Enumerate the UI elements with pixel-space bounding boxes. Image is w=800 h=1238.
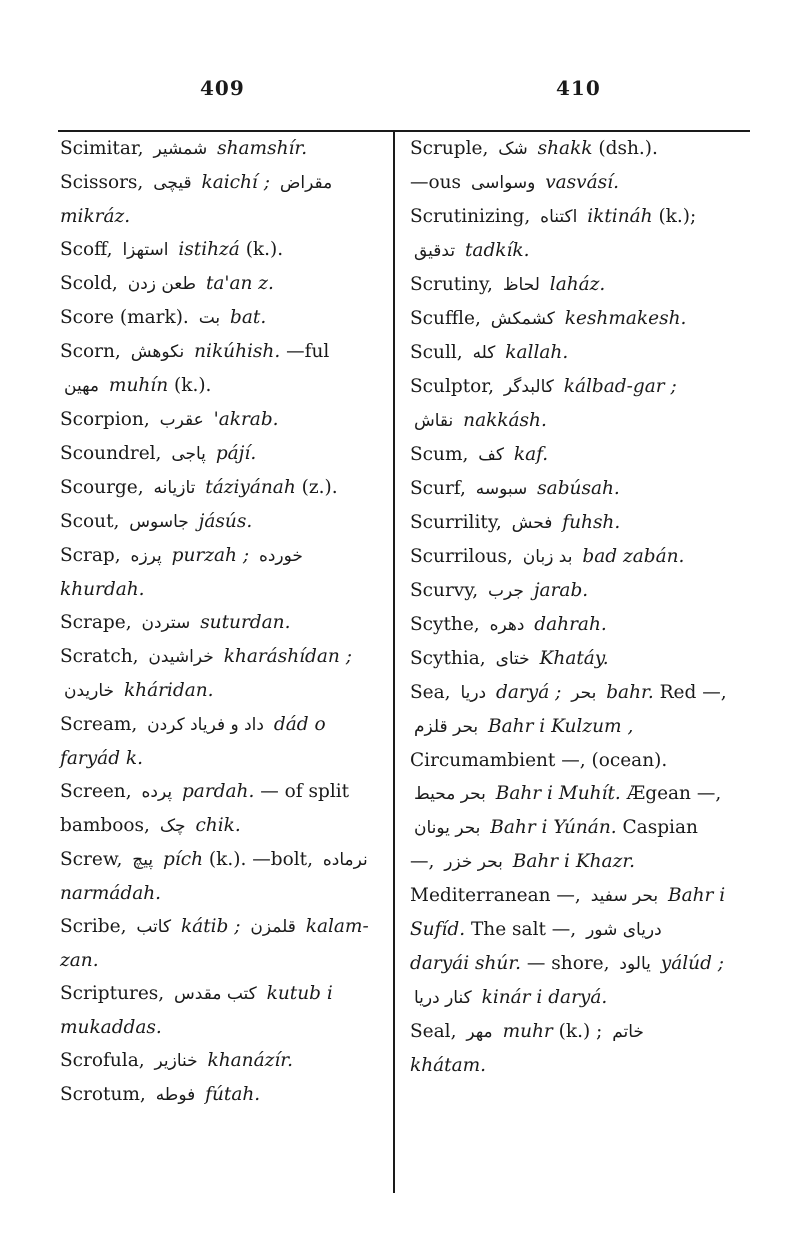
gloss: (k.); bbox=[658, 206, 697, 227]
headword: Scurvy, bbox=[410, 580, 479, 601]
entry bbox=[60, 301, 378, 335]
transliteration: suturdan. bbox=[200, 612, 291, 633]
entry bbox=[410, 268, 728, 302]
arabic-script: بحر یونان bbox=[414, 818, 481, 838]
headword: Scourge, bbox=[60, 477, 144, 498]
headword: Scurrilous, bbox=[410, 546, 513, 567]
transliteration: yálúd ; bbox=[660, 953, 725, 974]
transliteration: istihzá bbox=[178, 239, 240, 260]
headword: Scorpion, bbox=[60, 409, 150, 430]
arabic-script: ستردن bbox=[141, 613, 191, 633]
headword: Scurrility, bbox=[410, 512, 502, 533]
transliteration: narmádah. bbox=[60, 883, 162, 904]
arabic-script: نکوهش bbox=[130, 342, 185, 362]
gloss: Caspian —, bbox=[410, 817, 698, 872]
entry bbox=[60, 606, 378, 640]
entry bbox=[60, 403, 378, 437]
transliteration: fuhsh. bbox=[562, 512, 621, 533]
headword: Scoundrel, bbox=[60, 443, 162, 464]
arabic-script: پیچ bbox=[132, 850, 154, 870]
gloss: (k.) ; bbox=[558, 1021, 603, 1042]
arabic-script: خنازیر bbox=[154, 1051, 198, 1071]
transliteration: shakk bbox=[537, 138, 593, 159]
transliteration: kátib ; bbox=[180, 916, 241, 937]
headword: Seal, bbox=[410, 1021, 457, 1042]
arabic-script: مقراض bbox=[279, 173, 333, 193]
arabic-script: قیچی bbox=[153, 173, 192, 193]
gloss: — shore, bbox=[526, 953, 610, 974]
headword: Scrap, bbox=[60, 545, 121, 566]
arabic-script: اکتناه bbox=[540, 207, 578, 227]
transliteration: kaichí ; bbox=[201, 172, 270, 193]
transliteration: kallah. bbox=[505, 342, 569, 363]
headword: Scrotum, bbox=[60, 1084, 146, 1105]
transliteration: pardah. bbox=[181, 781, 255, 802]
headword: Scold, bbox=[60, 273, 118, 294]
headword: Scoff, bbox=[60, 239, 113, 260]
gloss: (k.). bbox=[174, 375, 212, 396]
headword: Scrofula, bbox=[60, 1050, 145, 1071]
arabic-script: کنار دریا bbox=[414, 988, 472, 1008]
arabic-script: وسواسی bbox=[470, 173, 536, 193]
headword: Scorn, bbox=[60, 341, 121, 362]
transliteration: kháridan. bbox=[123, 680, 214, 701]
page-number-right: 410 bbox=[556, 76, 601, 100]
entry bbox=[410, 200, 728, 268]
entry bbox=[60, 640, 378, 708]
left-column bbox=[60, 132, 378, 1112]
transliteration: mikráz. bbox=[60, 206, 131, 227]
column-divider bbox=[393, 130, 395, 1193]
transliteration: Bahr i Kulzum , bbox=[488, 716, 634, 737]
entry bbox=[410, 336, 728, 370]
transliteration: nakkásh. bbox=[463, 410, 547, 431]
transliteration: kutub i mukaddas. bbox=[60, 983, 333, 1038]
arabic-script: کالبدگر bbox=[503, 377, 554, 397]
entry bbox=[60, 708, 378, 775]
entry bbox=[60, 437, 378, 471]
entry bbox=[60, 1044, 378, 1078]
transliteration: khátam. bbox=[410, 1055, 487, 1076]
transliteration: daryá ; bbox=[496, 682, 562, 703]
gloss: Ægean —, bbox=[626, 783, 722, 804]
headword: Screen, bbox=[60, 781, 132, 802]
arabic-script: جرب bbox=[488, 581, 524, 601]
transliteration: muhr bbox=[502, 1021, 553, 1042]
gloss: (z.). bbox=[301, 477, 338, 498]
transliteration: purzah ; bbox=[171, 545, 250, 566]
arabic-script: داد و فریاد کردن bbox=[147, 715, 264, 735]
gloss: (dsh.). bbox=[598, 138, 658, 159]
headword: Sea, bbox=[410, 682, 451, 703]
arabic-script: یالود bbox=[619, 954, 651, 974]
transliteration: Khatáy. bbox=[539, 648, 609, 669]
arabic-script: عقرب bbox=[159, 410, 204, 430]
gloss: Circumambient —, (ocean). bbox=[410, 750, 668, 771]
entry bbox=[60, 1078, 378, 1112]
arabic-script: نقاش bbox=[414, 411, 454, 431]
entry bbox=[60, 233, 378, 267]
arabic-script: بحر محیط bbox=[414, 784, 486, 804]
entry bbox=[60, 267, 378, 301]
arabic-script: پاجی bbox=[171, 444, 206, 464]
entry bbox=[410, 132, 728, 166]
headword: Scrape, bbox=[60, 612, 132, 633]
arabic-script: تازیانه bbox=[153, 478, 196, 498]
arabic-script: استهزا bbox=[122, 240, 169, 260]
headword: Scratch, bbox=[60, 646, 139, 667]
headword: Scream, bbox=[60, 714, 138, 735]
gloss: (k.). bbox=[245, 239, 284, 260]
entry bbox=[410, 676, 728, 1015]
arabic-script: مهر bbox=[466, 1022, 493, 1042]
arabic-script: کف bbox=[478, 445, 504, 465]
arabic-script: فوطه bbox=[155, 1085, 196, 1105]
headword: Scrutiny, bbox=[410, 274, 493, 295]
transliteration: Bahr i Muhít. bbox=[495, 783, 621, 804]
transliteration: khanázír. bbox=[207, 1050, 293, 1071]
transliteration: jásús. bbox=[198, 511, 253, 532]
arabic-script: جاسوس bbox=[129, 512, 189, 532]
arabic-script: شک bbox=[498, 139, 528, 159]
entry bbox=[60, 132, 378, 166]
arabic-script: ختای bbox=[495, 649, 530, 669]
transliteration: dád o faryád k. bbox=[60, 714, 326, 769]
arabic-script: بد زبان bbox=[522, 547, 573, 567]
transliteration: daryái shúr. bbox=[410, 953, 522, 974]
entry bbox=[60, 910, 378, 977]
arabic-script: لحاظ bbox=[502, 275, 540, 295]
transliteration: muhín bbox=[108, 375, 169, 396]
arabic-script: بحر bbox=[571, 683, 597, 703]
arabic-script: فحش bbox=[511, 513, 553, 533]
headword: Scythia, bbox=[410, 648, 486, 669]
arabic-script: تدقیق bbox=[414, 241, 456, 261]
transliteration: kaf. bbox=[513, 444, 549, 465]
entry bbox=[410, 438, 728, 472]
headword: Scuffle, bbox=[410, 308, 481, 329]
entry bbox=[410, 302, 728, 336]
arabic-script: خورده bbox=[258, 546, 303, 566]
gloss: Mediterranean —, bbox=[410, 885, 581, 906]
entry bbox=[60, 335, 378, 403]
transliteration: kharáshídan ; bbox=[223, 646, 352, 667]
gloss: —bolt, bbox=[252, 849, 313, 870]
arabic-script: دریای شور bbox=[586, 920, 662, 940]
headword: Scriptures, bbox=[60, 983, 165, 1004]
gloss: (k.). bbox=[208, 849, 247, 870]
transliteration: keshmakesh. bbox=[564, 308, 687, 329]
gloss: — of split bamboos, bbox=[60, 781, 350, 836]
headword: Scruple, bbox=[410, 138, 489, 159]
transliteration: kinár i daryá. bbox=[481, 987, 608, 1008]
entry bbox=[410, 472, 728, 506]
arabic-script: دریا bbox=[460, 683, 487, 703]
headword: Scribe, bbox=[60, 916, 127, 937]
transliteration: Bahr i Yúnán. bbox=[490, 817, 617, 838]
entry bbox=[410, 370, 728, 438]
entry bbox=[410, 608, 728, 642]
entry bbox=[410, 540, 728, 574]
headword: Scimitar, bbox=[60, 138, 144, 159]
entry bbox=[60, 843, 378, 910]
transliteration: iktináh bbox=[587, 206, 653, 227]
arabic-script: طعن زدن bbox=[127, 274, 197, 294]
headword: Scurf, bbox=[410, 478, 466, 499]
headword: Sculptor, bbox=[410, 376, 494, 397]
transliteration: vasvásí. bbox=[545, 172, 619, 193]
arabic-script: دهره bbox=[489, 615, 525, 635]
gloss: The salt —, bbox=[470, 919, 577, 940]
entry bbox=[410, 1015, 728, 1082]
transliteration: Bahr i Khazr. bbox=[512, 851, 636, 872]
transliteration: chik. bbox=[195, 815, 241, 836]
transliteration: khurdah. bbox=[60, 579, 145, 600]
transliteration: Bahr i Sufíd. bbox=[410, 885, 726, 940]
transliteration: pájí. bbox=[215, 443, 257, 464]
arabic-script: خاریدن bbox=[64, 681, 115, 701]
arabic-script: شمشیر bbox=[153, 139, 208, 159]
headword: Scum, bbox=[410, 444, 469, 465]
arabic-script: قلمزن bbox=[250, 917, 296, 937]
headword: Scout, bbox=[60, 511, 120, 532]
arabic-script: چک bbox=[159, 816, 186, 836]
headword: Scythe, bbox=[410, 614, 480, 635]
entry bbox=[60, 166, 378, 233]
transliteration: pích bbox=[162, 849, 204, 870]
entry bbox=[410, 574, 728, 608]
page-number-left: 409 bbox=[200, 76, 245, 100]
arabic-script: بت bbox=[198, 308, 221, 328]
arabic-script: کله bbox=[472, 343, 496, 363]
arabic-script: کتب مقدس bbox=[174, 984, 257, 1004]
transliteration: bad zabán. bbox=[582, 546, 685, 567]
arabic-script: بحر قلزم bbox=[414, 717, 479, 737]
entry bbox=[60, 977, 378, 1044]
entry bbox=[60, 539, 378, 606]
arabic-script: مهین bbox=[64, 376, 100, 396]
transliteration: 'akrab. bbox=[213, 409, 279, 430]
arabic-script: پرزه bbox=[130, 546, 162, 566]
arabic-script: بحر سفید bbox=[590, 886, 659, 906]
gloss: Red —, bbox=[659, 682, 727, 703]
transliteration: jarab. bbox=[533, 580, 589, 601]
transliteration: ta'an z. bbox=[205, 273, 274, 294]
headword: Score (mark). bbox=[60, 307, 189, 328]
entry bbox=[410, 642, 728, 676]
transliteration: bahr. bbox=[606, 682, 654, 703]
headword: —ous bbox=[410, 172, 462, 193]
arabic-script: سبوسه bbox=[475, 479, 528, 499]
gloss: —ful bbox=[286, 341, 330, 362]
transliteration: kálbad-gar ; bbox=[563, 376, 677, 397]
entry bbox=[410, 166, 728, 200]
transliteration: sabúsah. bbox=[537, 478, 620, 499]
entry bbox=[60, 775, 378, 843]
arabic-script: کاتب bbox=[136, 917, 172, 937]
entry bbox=[410, 506, 728, 540]
transliteration: dahrah. bbox=[534, 614, 607, 635]
transliteration: kalam-zan. bbox=[60, 916, 369, 971]
transliteration: bat. bbox=[230, 307, 267, 328]
transliteration: shamshír. bbox=[217, 138, 308, 159]
arabic-script: خاتم bbox=[612, 1022, 644, 1042]
transliteration: fútah. bbox=[205, 1084, 261, 1105]
transliteration: táziyánah bbox=[205, 477, 296, 498]
arabic-script: پرده bbox=[141, 782, 173, 802]
headword: Scull, bbox=[410, 342, 463, 363]
headword: Scrutinizing, bbox=[410, 206, 531, 227]
headword: Scissors, bbox=[60, 172, 144, 193]
headword: Screw, bbox=[60, 849, 123, 870]
arabic-script: خراشیدن bbox=[148, 647, 214, 667]
transliteration: tadkík. bbox=[464, 240, 530, 261]
entry bbox=[60, 505, 378, 539]
right-column bbox=[410, 132, 728, 1082]
transliteration: laház. bbox=[549, 274, 606, 295]
entry bbox=[60, 471, 378, 505]
arabic-script: نرماده bbox=[322, 850, 368, 870]
arabic-script: کشمکش bbox=[490, 309, 555, 329]
arabic-script: بحر خزر bbox=[444, 852, 503, 872]
transliteration: nikúhish. bbox=[194, 341, 281, 362]
